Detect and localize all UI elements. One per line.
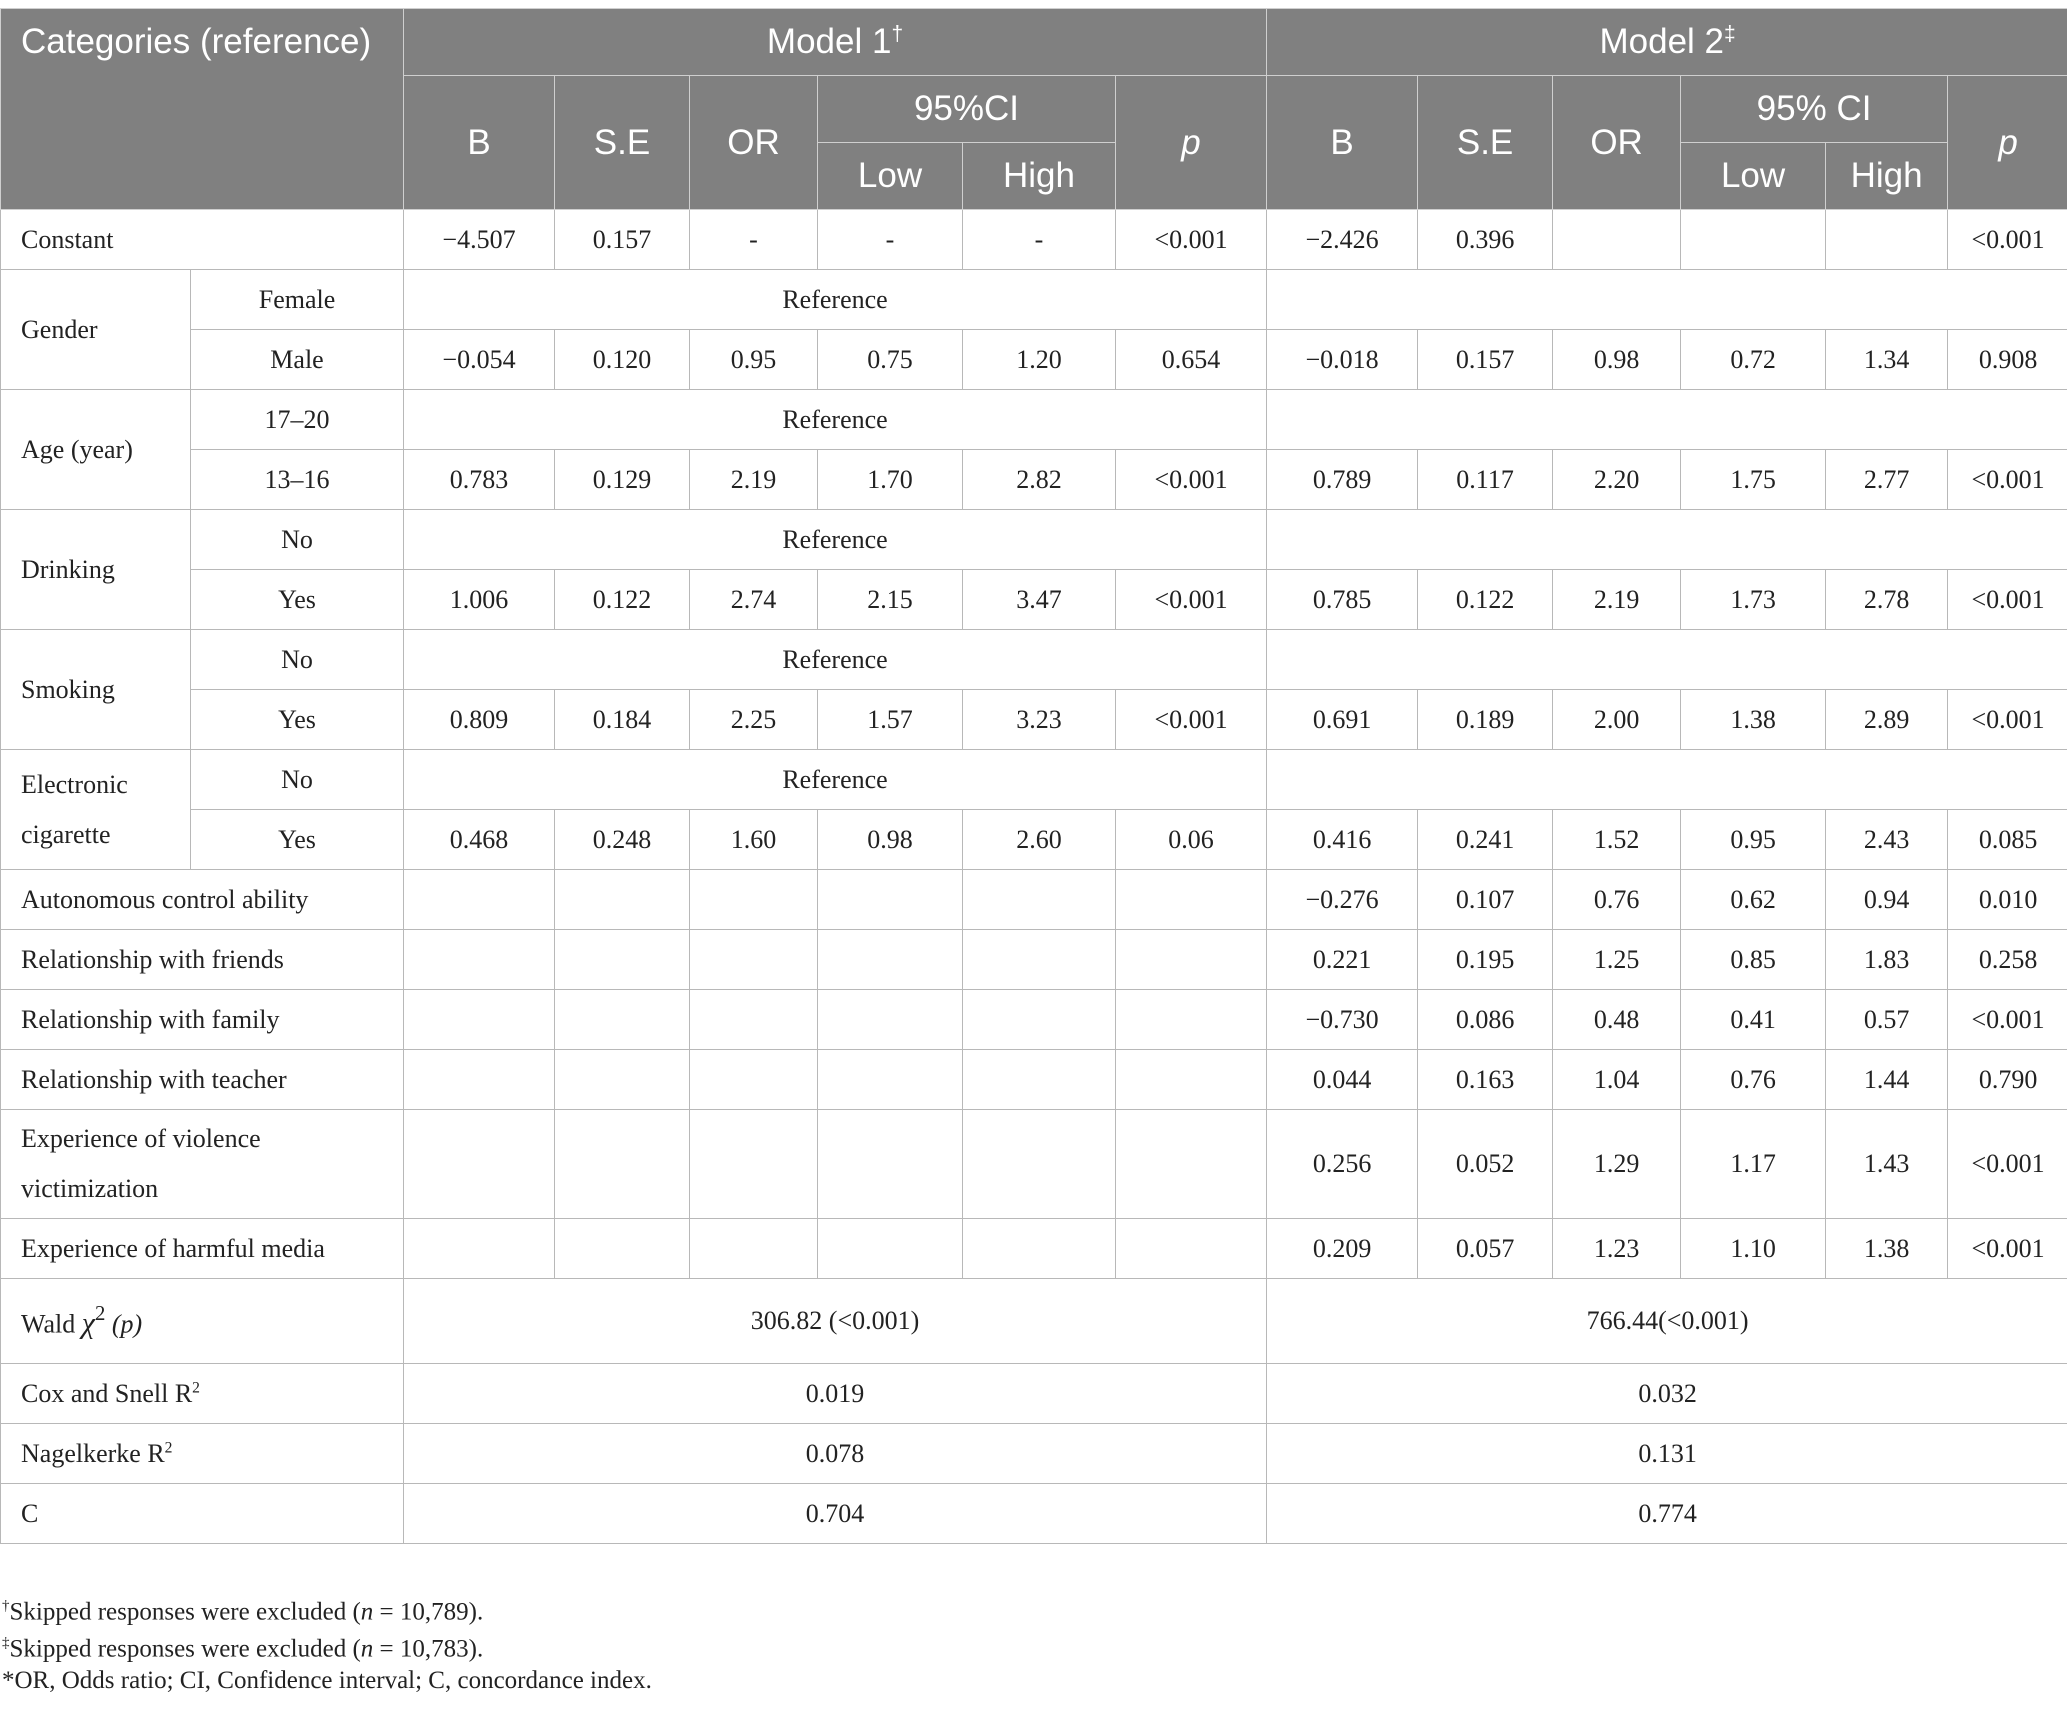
header-m1-or: OR	[690, 76, 818, 210]
cell: 0.94	[1826, 870, 1948, 930]
table-row	[1, 450, 2067, 510]
table-row	[1, 330, 2067, 390]
empty-cell	[1116, 930, 1267, 990]
cell: 0.789	[1267, 450, 1418, 510]
cell: 0.117	[1418, 450, 1553, 510]
cell: 0.72	[1681, 330, 1826, 390]
header-m2-low: Low	[1681, 143, 1826, 210]
cell: −2.426	[1267, 210, 1418, 270]
header-categories: Categories (reference)	[1, 9, 404, 210]
row-label: Experience of harmful media	[1, 1219, 404, 1279]
cell: −0.730	[1267, 990, 1418, 1050]
cell: 1.23	[1553, 1219, 1681, 1279]
cell: 0.085	[1948, 810, 2067, 870]
cell: 1.17	[1681, 1110, 1826, 1219]
wald-model2: 766.44(<0.001)	[1267, 1279, 2067, 1364]
empty-cell	[963, 930, 1116, 990]
nagelkerke-model1: 0.078	[404, 1424, 1267, 1484]
cell: <0.001	[1116, 210, 1267, 270]
cell: 2.74	[690, 570, 818, 630]
table-row	[1, 570, 2067, 630]
row-label: Experience of violence victimization	[1, 1110, 404, 1219]
group-label: Electronic cigarette	[1, 750, 191, 870]
cell: 0.48	[1553, 990, 1681, 1050]
cell: 0.468	[404, 810, 555, 870]
c-model2: 0.774	[1267, 1484, 2067, 1544]
empty-cell	[690, 1050, 818, 1110]
cell: 2.77	[1826, 450, 1948, 510]
cell: 1.04	[1553, 1050, 1681, 1110]
cell: 0.086	[1418, 990, 1553, 1050]
reference-category: Female	[191, 270, 404, 330]
empty-cell	[1116, 1050, 1267, 1110]
cell: <0.001	[1948, 210, 2067, 270]
cell: 0.396	[1418, 210, 1553, 270]
reference-note: Reference	[404, 750, 1267, 810]
empty-cell	[690, 930, 818, 990]
empty-cell	[1116, 990, 1267, 1050]
cell: 1.57	[818, 690, 963, 750]
cell: 2.78	[1826, 570, 1948, 630]
cell: 0.052	[1418, 1110, 1553, 1219]
cell: 2.20	[1553, 450, 1681, 510]
table-row-nagelkerke	[1, 1424, 2067, 1484]
reference-category: No	[191, 510, 404, 570]
cell: 0.129	[555, 450, 690, 510]
category-label: Yes	[191, 690, 404, 750]
table-row-constant	[1, 210, 2067, 270]
cell: 0.95	[1681, 810, 1826, 870]
cell: 1.20	[963, 330, 1116, 390]
cell: 2.89	[1826, 690, 1948, 750]
empty-cell	[1116, 1219, 1267, 1279]
cell: 0.157	[1418, 330, 1553, 390]
header-m2-b: B	[1267, 76, 1418, 210]
cox-model1: 0.019	[404, 1364, 1267, 1424]
row-label: Autonomous control ability	[1, 870, 404, 930]
empty-cell	[404, 1050, 555, 1110]
cell: 3.47	[963, 570, 1116, 630]
table-row-reference	[1, 630, 2067, 690]
header-m2-or: OR	[1553, 76, 1681, 210]
row-label: Relationship with teacher	[1, 1050, 404, 1110]
empty-cell	[404, 870, 555, 930]
header-m2-ci: 95% CI	[1681, 76, 1948, 143]
cell: 1.83	[1826, 930, 1948, 990]
table-row	[1, 1110, 2067, 1219]
footnotes	[0, 1588, 652, 1699]
cell: −0.018	[1267, 330, 1418, 390]
cell: 2.82	[963, 450, 1116, 510]
cell: 0.416	[1267, 810, 1418, 870]
header-m1-ci: 95%CI	[818, 76, 1116, 143]
cell: 0.256	[1267, 1110, 1418, 1219]
cell: −0.276	[1267, 870, 1418, 930]
empty-cell	[555, 1050, 690, 1110]
cell: 0.785	[1267, 570, 1418, 630]
empty-cell	[555, 870, 690, 930]
cell: 3.23	[963, 690, 1116, 750]
c-label: C	[1, 1484, 404, 1544]
cell: 0.163	[1418, 1050, 1553, 1110]
cell: 0.189	[1418, 690, 1553, 750]
cell: <0.001	[1948, 570, 2067, 630]
cell: 1.10	[1681, 1219, 1826, 1279]
reference-note: Reference	[404, 270, 1267, 330]
row-label: Relationship with family	[1, 990, 404, 1050]
reference-category: No	[191, 630, 404, 690]
cell: 0.122	[1418, 570, 1553, 630]
header-m1-low: Low	[818, 143, 963, 210]
cell: 0.044	[1267, 1050, 1418, 1110]
cell: 2.19	[1553, 570, 1681, 630]
cell: 0.057	[1418, 1219, 1553, 1279]
cell: <0.001	[1948, 1219, 2067, 1279]
reference-note: Reference	[404, 630, 1267, 690]
c-model1: 0.704	[404, 1484, 1267, 1544]
cell: <0.001	[1116, 450, 1267, 510]
cell: 0.76	[1553, 870, 1681, 930]
cell: 0.241	[1418, 810, 1553, 870]
cell: 0.41	[1681, 990, 1826, 1050]
nagelkerke-model2: 0.131	[1267, 1424, 2067, 1484]
cell: 1.43	[1826, 1110, 1948, 1219]
cell: 1.38	[1681, 690, 1826, 750]
header-m1-p: p	[1116, 76, 1267, 210]
table-row	[1, 870, 2067, 930]
category-label: Male	[191, 330, 404, 390]
cell: 0.06	[1116, 810, 1267, 870]
cell: 0.654	[1116, 330, 1267, 390]
table-row-wald	[1, 1279, 2067, 1364]
empty-cell	[1116, 870, 1267, 930]
cell: 1.34	[1826, 330, 1948, 390]
empty-cell	[1267, 750, 2067, 810]
table-row	[1, 810, 2067, 870]
regression-table	[0, 8, 2067, 1544]
cell: 1.44	[1826, 1050, 1948, 1110]
cell	[1826, 210, 1948, 270]
cox-model2: 0.032	[1267, 1364, 2067, 1424]
table-row-reference	[1, 510, 2067, 570]
cell: 0.248	[555, 810, 690, 870]
empty-cell	[1116, 1110, 1267, 1219]
table-row-c	[1, 1484, 2067, 1544]
empty-cell	[690, 1110, 818, 1219]
cell: 0.76	[1681, 1050, 1826, 1110]
cell: 2.19	[690, 450, 818, 510]
wald-label: Wald $\chi^2$ (p)	[1, 1279, 404, 1364]
header-m1-se: S.E	[555, 76, 690, 210]
footnote-3: *OR, Odds ratio; CI, Confidence interval; C, concordance index.	[2, 1667, 652, 1694]
cell: <0.001	[1948, 990, 2067, 1050]
header-m2-se: S.E	[1418, 76, 1553, 210]
cell: 0.195	[1418, 930, 1553, 990]
nagelkerke-label: Nagelkerke $R^2$	[1, 1424, 404, 1484]
empty-cell	[404, 990, 555, 1050]
table-row-reference	[1, 750, 2067, 810]
cell: 0.809	[404, 690, 555, 750]
fit-statistics	[1, 1279, 2067, 1544]
empty-cell	[963, 990, 1116, 1050]
empty-cell	[555, 930, 690, 990]
header-m2-p: p	[1948, 76, 2067, 210]
empty-cell	[818, 1219, 963, 1279]
empty-cell	[555, 1219, 690, 1279]
category-label: Yes	[191, 810, 404, 870]
cell: 2.25	[690, 690, 818, 750]
table-row-cox	[1, 1364, 2067, 1424]
cell: <0.001	[1116, 690, 1267, 750]
cell: 0.95	[690, 330, 818, 390]
cell: 1.006	[404, 570, 555, 630]
wald-model1: 306.82 (<0.001)	[404, 1279, 1267, 1364]
group-label: Drinking	[1, 510, 191, 630]
reference-note: Reference	[404, 390, 1267, 450]
empty-cell	[963, 1050, 1116, 1110]
empty-cell	[1267, 630, 2067, 690]
empty-cell	[963, 1110, 1116, 1219]
empty-cell	[818, 1110, 963, 1219]
empty-cell	[1267, 510, 2067, 570]
cox-label: Cox and Snell $R^2$	[1, 1364, 404, 1424]
empty-cell	[818, 1050, 963, 1110]
cell: 1.38	[1826, 1219, 1948, 1279]
group-label: Smoking	[1, 630, 191, 750]
empty-cell	[555, 990, 690, 1050]
cell: 1.52	[1553, 810, 1681, 870]
empty-cell	[690, 990, 818, 1050]
group-label: Age (year)	[1, 390, 191, 510]
cell: -	[690, 210, 818, 270]
cell: 1.70	[818, 450, 963, 510]
cell: <0.001	[1116, 570, 1267, 630]
cell: 2.00	[1553, 690, 1681, 750]
empty-cell	[1267, 270, 2067, 330]
cell: <0.001	[1948, 450, 2067, 510]
reference-category: 17–20	[191, 390, 404, 450]
cell: 0.85	[1681, 930, 1826, 990]
empty-cell	[404, 1219, 555, 1279]
cell: 1.73	[1681, 570, 1826, 630]
cell: 0.120	[555, 330, 690, 390]
cell: -	[818, 210, 963, 270]
cell: 1.25	[1553, 930, 1681, 990]
cell: 0.010	[1948, 870, 2067, 930]
empty-cell	[963, 1219, 1116, 1279]
cell: 1.29	[1553, 1110, 1681, 1219]
empty-cell	[963, 870, 1116, 930]
cell: 0.75	[818, 330, 963, 390]
reference-note: Reference	[404, 510, 1267, 570]
cell: 0.98	[1553, 330, 1681, 390]
empty-cell	[1267, 390, 2067, 450]
footnote-1: †Skipped responses were excluded (n = 10,789).	[2, 1598, 484, 1626]
cell: 1.60	[690, 810, 818, 870]
table-row-reference	[1, 270, 2067, 330]
empty-cell	[690, 1219, 818, 1279]
cell: -	[963, 210, 1116, 270]
row-label: Relationship with friends	[1, 930, 404, 990]
row-label: Constant	[1, 210, 404, 270]
header-m1-high: High	[963, 143, 1116, 210]
cell: 0.157	[555, 210, 690, 270]
header-model1: Model 1†	[404, 9, 1267, 76]
reference-category: No	[191, 750, 404, 810]
table-row	[1, 990, 2067, 1050]
empty-cell	[404, 1110, 555, 1219]
header-m2-high: High	[1826, 143, 1948, 210]
cell: 0.122	[555, 570, 690, 630]
cell	[1681, 210, 1826, 270]
cell: 0.184	[555, 690, 690, 750]
cell: 2.15	[818, 570, 963, 630]
empty-cell	[818, 930, 963, 990]
cell: −0.054	[404, 330, 555, 390]
cell: 0.783	[404, 450, 555, 510]
cell: 0.258	[1948, 930, 2067, 990]
table-row-reference	[1, 390, 2067, 450]
empty-cell	[818, 990, 963, 1050]
cell: 0.221	[1267, 930, 1418, 990]
table-row	[1, 1050, 2067, 1110]
empty-cell	[555, 1110, 690, 1219]
category-label: Yes	[191, 570, 404, 630]
cell: 0.908	[1948, 330, 2067, 390]
empty-cell	[818, 870, 963, 930]
cell: 0.790	[1948, 1050, 2067, 1110]
cell: 0.691	[1267, 690, 1418, 750]
cell	[1553, 210, 1681, 270]
group-label: Gender	[1, 270, 191, 390]
empty-cell	[690, 870, 818, 930]
cell: 0.57	[1826, 990, 1948, 1050]
cell: <0.001	[1948, 1110, 2067, 1219]
header-m1-b: B	[404, 76, 555, 210]
footnote-2: ‡Skipped responses were excluded (n = 10,783).	[2, 1635, 484, 1663]
cell: 0.107	[1418, 870, 1553, 930]
cell: 0.209	[1267, 1219, 1418, 1279]
table-row	[1, 1219, 2067, 1279]
table-row	[1, 690, 2067, 750]
cell: 0.98	[818, 810, 963, 870]
cell: −4.507	[404, 210, 555, 270]
cell: 2.60	[963, 810, 1116, 870]
cell: <0.001	[1948, 690, 2067, 750]
table-body	[1, 210, 2067, 1279]
category-label: 13–16	[191, 450, 404, 510]
table-row	[1, 930, 2067, 990]
header-model2: Model 2‡	[1267, 9, 2067, 76]
cell: 0.62	[1681, 870, 1826, 930]
cell: 1.75	[1681, 450, 1826, 510]
cell: 2.43	[1826, 810, 1948, 870]
empty-cell	[404, 930, 555, 990]
